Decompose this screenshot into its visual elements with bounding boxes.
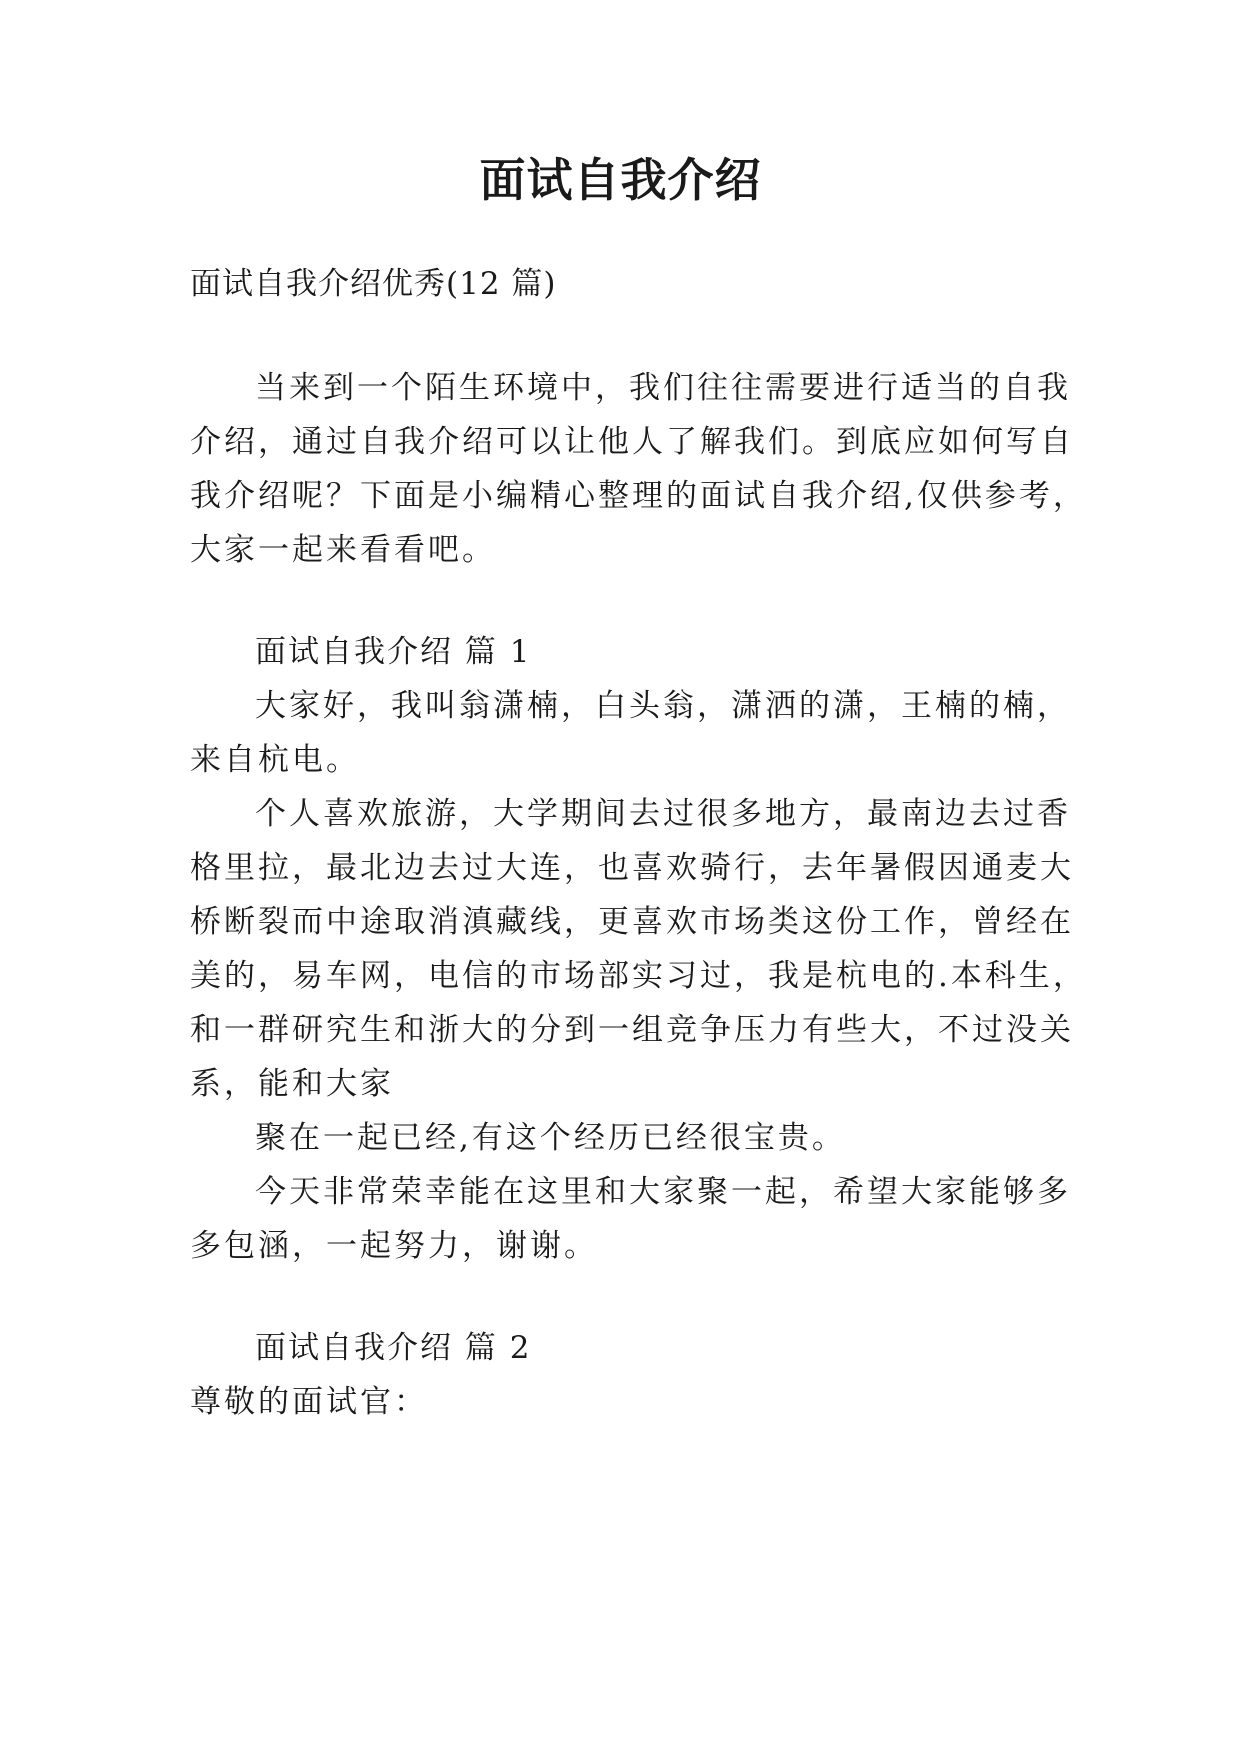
section-line: 来自杭电。 bbox=[190, 742, 360, 778]
intro-line: 当来到一个陌生环境中，我们往往需要进行适当的自我 bbox=[255, 370, 1071, 406]
section-line: 聚在一起已经,有这个经历已经很宝贵。 bbox=[255, 1120, 846, 1156]
section-line: 桥断裂而中途取消滇藏线，更喜欢市场类这份工作，曾经在 bbox=[190, 904, 1074, 940]
section-line: 大家好，我叫翁潇楠，白头翁，潇洒的潇，王楠的楠， bbox=[255, 688, 1071, 724]
section-line: 尊敬的面试官： bbox=[190, 1384, 428, 1420]
document-subtitle: 面试自我介绍优秀(12 篇) bbox=[190, 266, 557, 302]
section-line: 多包涵，一起努力，谢谢。 bbox=[190, 1228, 598, 1264]
intro-line: 我介绍呢？下面是小编精心整理的面试自我介绍,仅供参考， bbox=[190, 478, 1087, 514]
intro-line: 大家一起来看看吧。 bbox=[190, 532, 496, 568]
section-line: 美的，易车网，电信的市场部实习过，我是杭电的.本科生， bbox=[190, 958, 1087, 994]
section-line: 系，能和大家 bbox=[190, 1066, 394, 1102]
section-line: 今天非常荣幸能在这里和大家聚一起，希望大家能够多 bbox=[255, 1174, 1071, 1210]
section-line: 个人喜欢旅游，大学期间去过很多地方，最南边去过香 bbox=[255, 796, 1071, 832]
section-heading: 面试自我介绍 篇 1 bbox=[255, 634, 532, 670]
section-heading: 面试自我介绍 篇 2 bbox=[255, 1330, 532, 1366]
section-line: 和一群研究生和浙大的分到一组竞争压力有些大，不过没关 bbox=[190, 1012, 1074, 1048]
intro-line: 介绍，通过自我介绍可以让他人了解我们。到底应如何写自 bbox=[190, 424, 1074, 460]
document-title: 面试自我介绍 bbox=[479, 153, 762, 207]
section-line: 格里拉，最北边去过大连，也喜欢骑行，去年暑假因通麦大 bbox=[190, 850, 1074, 886]
